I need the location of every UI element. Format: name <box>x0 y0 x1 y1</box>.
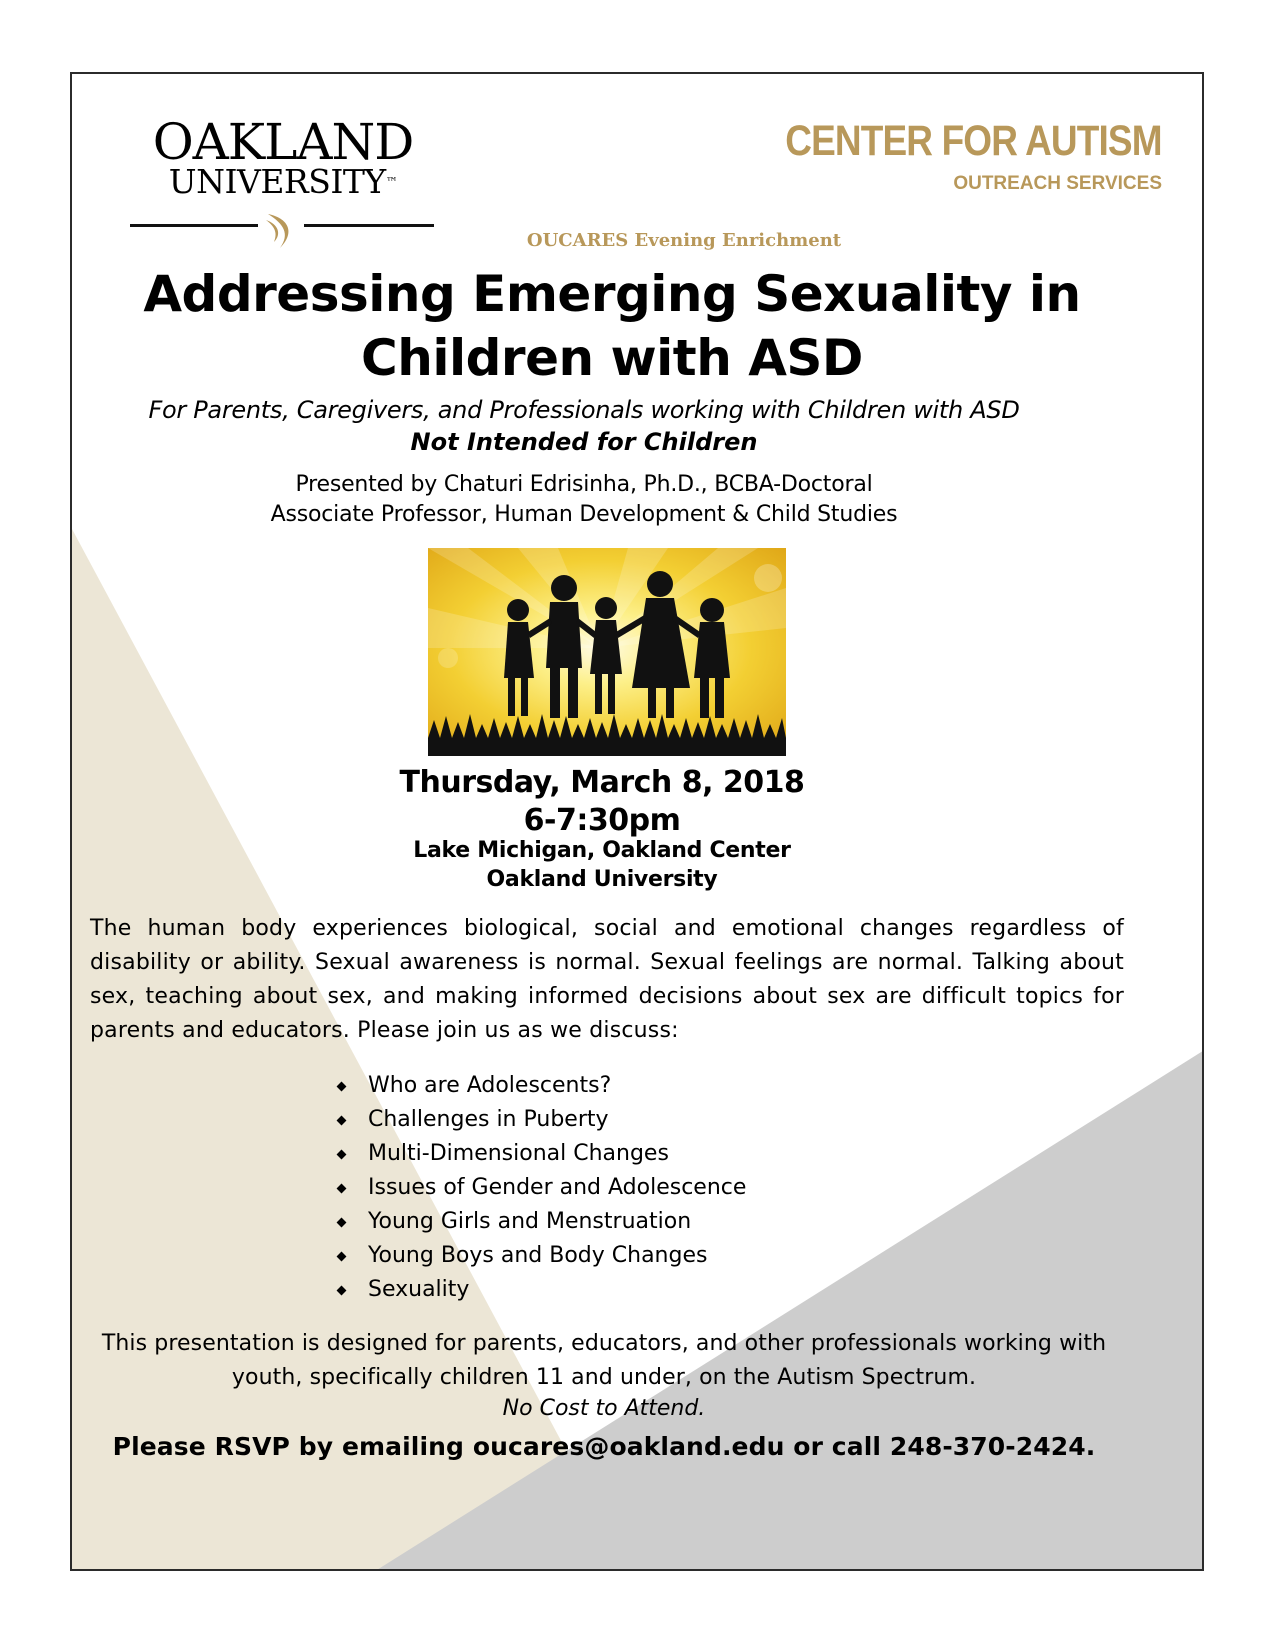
list-item: Young Boys and Body Changes <box>334 1239 746 1273</box>
center-for-autism-title: CENTER FOR AUTISM <box>785 117 1162 165</box>
flyer-frame <box>70 72 1204 1571</box>
description-paragraph: The human body experiences biological, social and emotional changes regardless of disability or ability. Sexual awareness is normal. Sexual feelings are normal. Talking about sex, teaching about sex, and making informed decisions about sex are difficult topics for parents and educators. Please join us as we discuss: <box>90 916 1124 1043</box>
event-datetime <box>72 764 1132 840</box>
diamond-bullet-icon <box>337 1150 347 1160</box>
event-venue <box>72 836 1132 894</box>
diamond-bullet-icon <box>337 1082 347 1092</box>
list-item: Who are Adolescents? <box>334 1069 746 1103</box>
center-for-autism-logo <box>724 116 1162 196</box>
no-cost-note: No Cost to Attend. <box>502 1396 706 1421</box>
event-title-line2: Children with ASD <box>361 329 863 387</box>
outreach-services-subtitle: OUTREACH SERVICES <box>953 173 1162 194</box>
list-item: Multi-Dimensional Changes <box>334 1137 746 1171</box>
rsvp-line: Please RSVP by emailing oucares@oakland.edu or call 248-370-2424. <box>112 1432 1096 1461</box>
event-series: OUCARES Evening Enrichment <box>526 230 842 251</box>
not-intended-text: Not Intended for Children <box>410 428 758 456</box>
closing-line1: This presentation is designed for parents, educators, and other professionals working with <box>101 1331 1107 1356</box>
presenter-title: Associate Professor, Human Development & Child Studies <box>270 502 898 527</box>
list-item: Challenges in Puberty <box>334 1103 746 1137</box>
topics-list <box>334 1069 746 1307</box>
closing-line2: youth, specifically children 11 and under, on the Autism Spectrum. <box>231 1365 977 1390</box>
venue-campus: Oakland University <box>486 867 718 892</box>
diamond-bullet-icon <box>337 1286 347 1296</box>
children-silhouette-photo <box>428 548 786 756</box>
diamond-bullet-icon <box>337 1252 347 1262</box>
logo-university-text: UNIVERSITY™ <box>168 162 398 201</box>
event-time: 6-7:30pm <box>523 803 681 838</box>
diamond-bullet-icon <box>337 1218 347 1228</box>
logo-oakland-text: OAKLAND <box>152 113 414 171</box>
diamond-bullet-icon <box>337 1116 347 1126</box>
presenter-info <box>72 470 1096 530</box>
closing-statement <box>72 1327 1136 1395</box>
list-item: Sexuality <box>334 1273 746 1307</box>
venue-room: Lake Michigan, Oakland Center <box>413 838 791 863</box>
presenter-name: Presented by Chaturi Edrisinha, Ph.D., BCBA-Doctoral <box>295 472 873 497</box>
event-date: Thursday, March 8, 2018 <box>399 765 805 800</box>
diamond-bullet-icon <box>337 1184 347 1194</box>
event-title-line1: Addressing Emerging Sexuality in <box>143 265 1081 323</box>
audience-text: For Parents, Caregivers, and Professionals working with Children with ASD <box>148 396 1020 424</box>
list-item: Issues of Gender and Adolescence <box>334 1171 746 1205</box>
event-title <box>112 262 1112 390</box>
list-item: Young Girls and Menstruation <box>334 1205 746 1239</box>
